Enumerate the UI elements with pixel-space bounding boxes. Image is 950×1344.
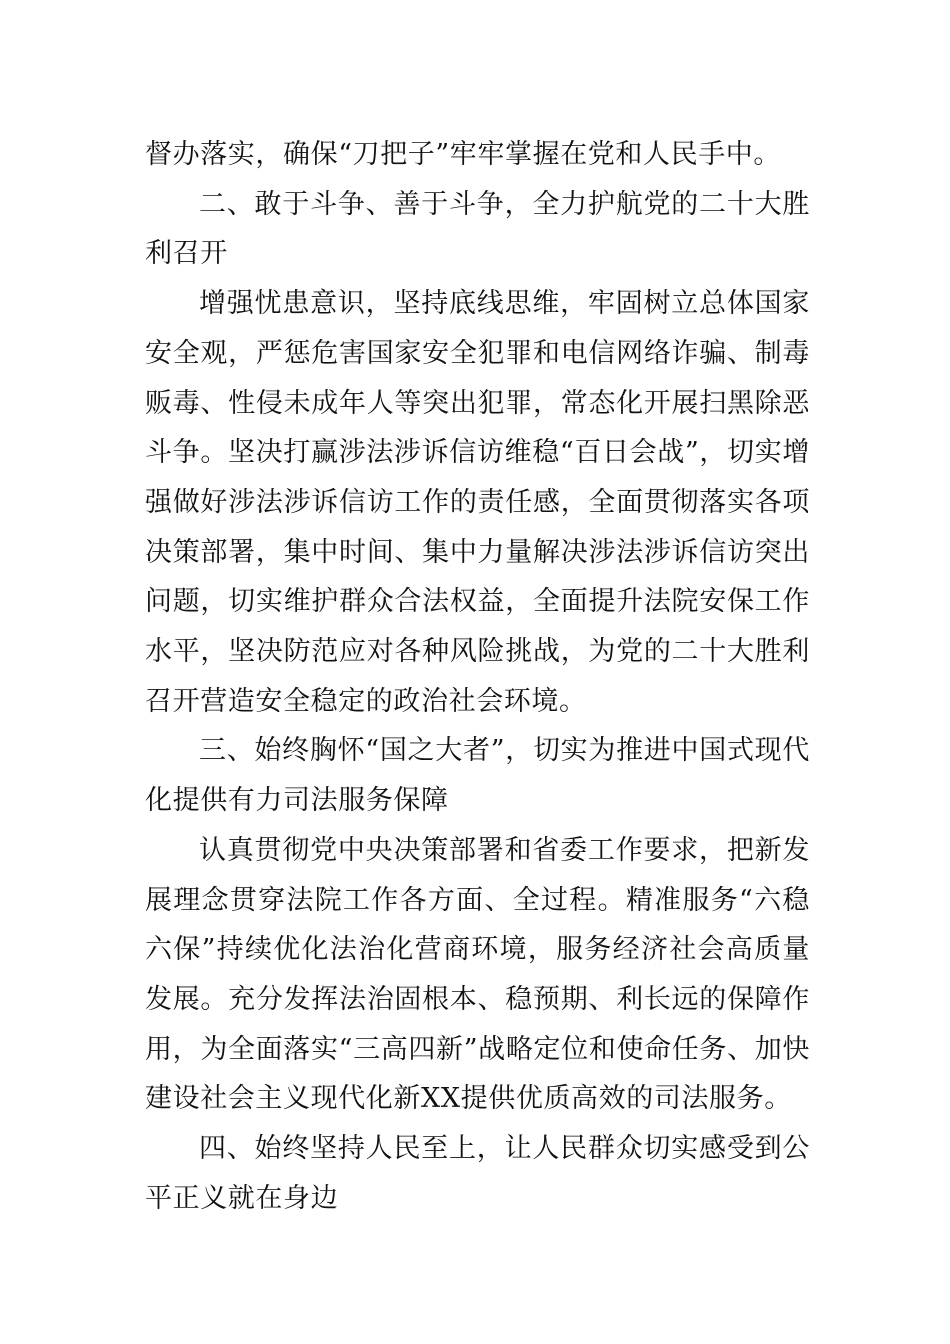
paragraph-security: 增强忧患意识，坚持底线思维，牢固树立总体国家安全观，严惩危害国家安全犯罪和电信网络诈骗、制毒贩毒、性侵未成年人等突出犯罪，常态化开展扫黑除恶斗争。坚决打赢涉法涉诉信访维稳“百日会战”，切实增强做好涉法涉诉信访工作的责任感，全面贯彻落实各项决策部署，集中时间、集中力量解决涉法涉诉信访突出问题，切实维护群众合法权益，全面提升法院安保工作水平，坚决防范应对各种风险挑战，为党的二十大胜利召开营造安全稳定的政治社会环境。 bbox=[145, 288, 810, 717]
section-heading-three: 三、始终胸怀“国之大者”，切实为推进中国式现代化提供有力司法服务保障 bbox=[145, 735, 810, 817]
paragraph-continuation: 督办落实，确保“刀把子”牢牢掌握在党和人民手中。 bbox=[145, 139, 782, 170]
section-heading-four: 四、始终坚持人民至上，让人民群众切实感受到公平正义就在身边 bbox=[145, 1133, 810, 1214]
document-body bbox=[145, 130, 810, 1223]
section-heading-two: 二、敢于斗争、善于斗争，全力护航党的二十大胜利召开 bbox=[145, 188, 810, 270]
paragraph-modernization: 认真贯彻党中央决策部署和省委工作要求，把新发展理念贯穿法院工作各方面、全过程。精准服务“六稳六保”持续优化法治化营商环境，服务经济社会高质量发展。充分发挥法治固根本、稳预期、利长远的保障作用，为全面落实“三高四新”战略定位和使命任务、加快建设社会主义现代化新XX提供优质高效的司法服务。 bbox=[145, 834, 810, 1115]
